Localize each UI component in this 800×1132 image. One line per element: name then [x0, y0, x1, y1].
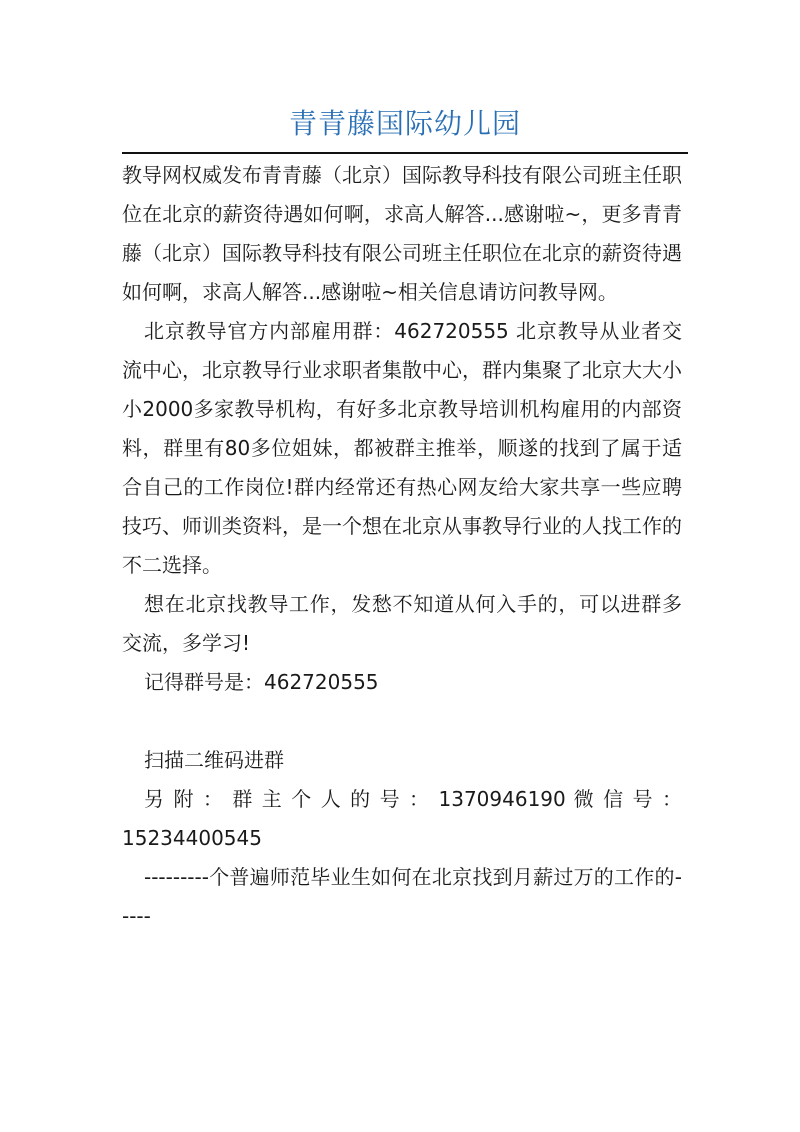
wechat-number: 15234400545 [122, 826, 262, 850]
contact-line: 另 附 ： 群 主 个 人 的 号 ： 1370946190 微 信 号 ： [144, 787, 682, 811]
footer-paragraph: ---------个普遍师范毕业生如何在北京找到月薪过万的工作的----- [122, 865, 682, 928]
document-body [122, 156, 682, 936]
intro-paragraph: 教导网权威发布青青藤（北京）国际教导科技有限公司班主任职位在北京的薪资待遇如何啊，求高人解答...感谢啦~，更多青青藤（北京）国际教导科技有限公司班主任职位在北京的薪资待遇如何啊，求高人解答...感谢啦~相关信息请访问教导网。 [122, 163, 682, 304]
qr-code-paragraph: 扫描二维码进群 [144, 748, 284, 772]
title-divider [122, 152, 688, 154]
page-title: 青青藤国际幼儿园 [288, 107, 521, 140]
blank-line [122, 702, 682, 741]
group-number-paragraph: 记得群号是：462720555 [144, 670, 379, 694]
group-info-paragraph: 北京教导官方内部雇用群：462720555 北京教导从业者交流中心，北京教导行业求职者集散中心，群内集聚了北京大大小小2000多家教导机构，有好多北京教导培训机构雇用的内部资料，群里有80多位姐妹，都被群主推举，顺遂的找到了属于适合自己的工作岗位!群内经常还有热心网友给大家共享一些应聘技巧、师训类资料，是一个想在北京从事教导行业的人找工作的不二选择。 [122, 319, 682, 577]
invite-paragraph: 想在北京找教导工作，发愁不知道从何入手的，可以进群多交流，多学习! [122, 592, 682, 655]
